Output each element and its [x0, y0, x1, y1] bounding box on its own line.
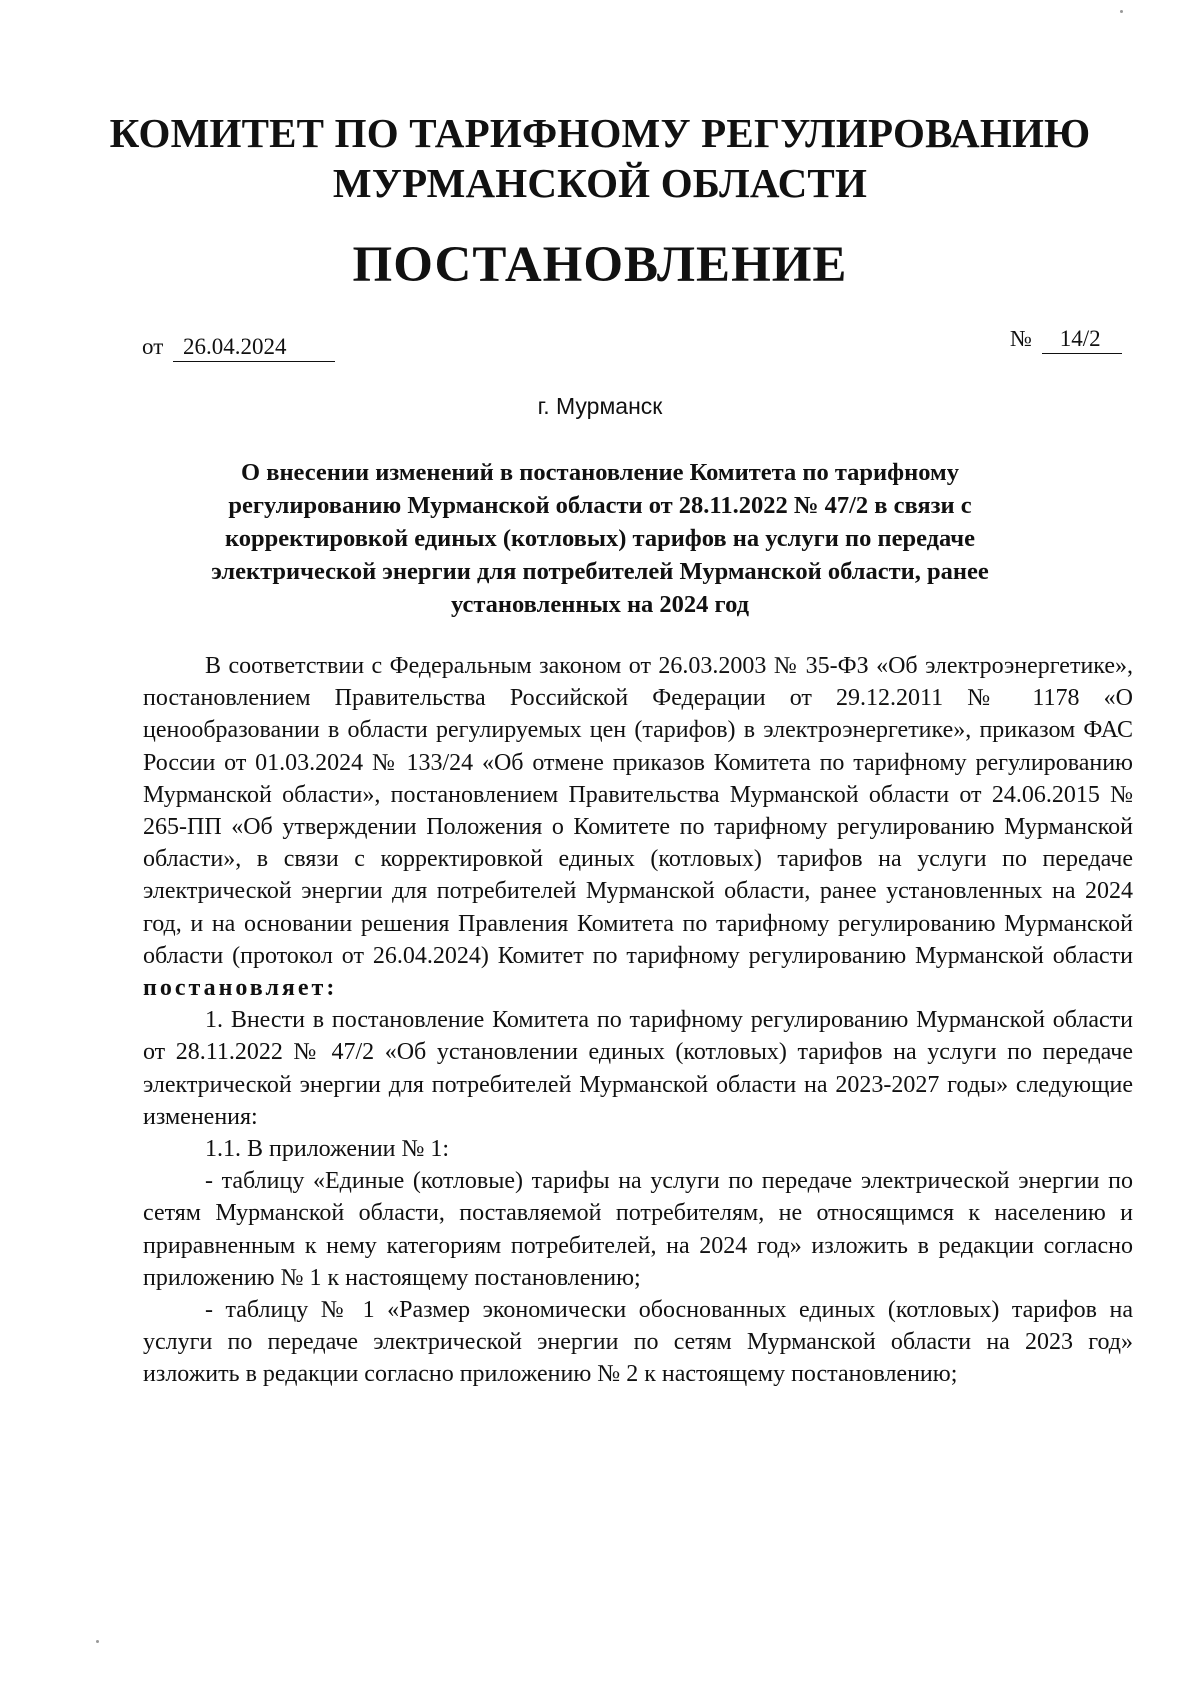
- item-1-1-dash-1: - таблицу «Единые (котловые) тарифы на услуги по передаче электрической энергии по сетям Мурманской области, поставляемой потребителям, не относящимся к населению и приравненным к нему категориям потребителей, на 2024 год» изложить в редакции согласно приложению № 1 к настоящему постановлению;: [143, 1168, 1133, 1291]
- organization-name-line1: КОМИТЕТ ПО ТАРИФНОМУ РЕГУЛИРОВАНИЮ: [109, 110, 1091, 156]
- item-1: 1. Внести в постановление Комитета по тарифному регулированию Мурманской области от 28.11.2022 № 47/2 «Об установлении единых (котловых) тарифов на услуги по передаче электрической энергии для потребителей Мурманской области на 2023-2027 годы» следующие изменения:: [143, 1007, 1133, 1130]
- document-number: 14/2: [1042, 325, 1122, 354]
- decree-word: постановляет:: [143, 975, 338, 1002]
- item-1-1-dash-2: - таблицу № 1 «Размер экономически обоснованных единых (котловых) тарифов на услуги по передаче электрической энергии по сетям Мурманской области на 2023 год» изложить в редакции согласно приложению № 2 к настоящему постановлению;: [143, 1297, 1133, 1388]
- date-row: [142, 333, 335, 362]
- preamble-paragraph: [143, 650, 1133, 1004]
- scan-speck: [1120, 10, 1123, 13]
- city: г. Мурманск: [537, 393, 663, 419]
- document-subject: О внесении изменений в постановление Комитета по тарифному регулированию Мурманской области от 28.11.2022 № 47/2 в связи с корректировкой единых (котловых) тарифов на услуги по передаче электрической энергии для потребителей Мурманской области, ранее установленных на 2024 год: [211, 459, 989, 618]
- item-1-1: 1.1. В приложении № 1:: [205, 1136, 450, 1163]
- preamble-text: В соответствии с Федеральным законом от 26.03.2003 № 35-ФЗ «Об электроэнергетике», постановлением Правительства Российской Федерации от 29.12.2011 № 1178 «О ценообразовании в области регулируемых цен (тарифов) в электроэнергетике», приказом ФАС России от 01.03.2024 № 133/24 «Об отмене приказов Комитета по тарифному регулированию Мурманской области», постановлением Правительства Мурманской области от 24.06.2015 № 265-ПП «Об утверждении Положения о Комитете по тарифному регулированию Мурманской области», в связи с корректировкой единых (котловых) тарифов на услуги по передаче электрической энергии для потребителей Мурманской области, ранее установленных на 2024 год, и на основании решения Правления Комитета по тарифному регулированию Мурманской области (протокол от 26.04.2024) Комитет по тарифному регулированию Мурманской области: [143, 653, 1133, 969]
- number-prefix: №: [1010, 326, 1032, 351]
- date-prefix: от: [142, 334, 164, 359]
- organization-name: [100, 108, 1100, 208]
- number-row: [1010, 325, 1122, 354]
- document-date: 26.04.2024: [173, 333, 335, 362]
- scan-speck: [96, 1640, 99, 1643]
- document-body: [143, 650, 1133, 1391]
- document-type: ПОСТАНОВЛЕНИЕ: [352, 237, 848, 293]
- organization-name-line2: МУРМАНСКОЙ ОБЛАСТИ: [332, 160, 868, 206]
